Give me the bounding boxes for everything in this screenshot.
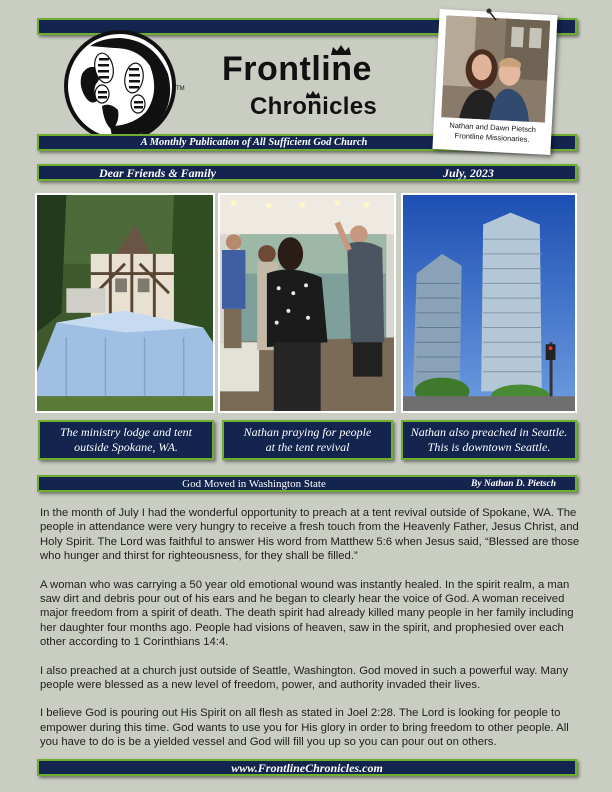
polaroid-caption-line: Nathan and Dawn Pietsch bbox=[449, 120, 537, 135]
photo-caption-seattle bbox=[401, 420, 577, 460]
issue-date: July, 2023 bbox=[443, 166, 494, 180]
photo-lodge-tent bbox=[35, 193, 215, 413]
photo-downtown-seattle bbox=[401, 193, 577, 413]
article-paragraph: I also preached at a church just outside of Seattle, Washington. God moved in such a powerful way. Many people were blessed as a new level of freedom, power, and authority invaded their lives. bbox=[40, 664, 569, 692]
trademark-mark: TM bbox=[176, 86, 185, 92]
photo-tent-revival-prayer bbox=[218, 193, 396, 413]
footer-bar bbox=[37, 759, 577, 776]
website-link[interactable]: www.FrontlineChronicles.com bbox=[231, 761, 383, 775]
article-body bbox=[40, 506, 580, 764]
caption-line: at the tent revival bbox=[265, 440, 350, 454]
seattle-image bbox=[403, 195, 575, 411]
caption-line: This is downtown Seattle. bbox=[427, 440, 551, 454]
article-title-bar bbox=[37, 475, 577, 492]
article-title: God Moved in Washington State bbox=[182, 478, 326, 490]
article-paragraph: In the month of July I had the wonderful opportunity to preach at a tent revival outside of Spokane, WA. The people in attendance were very hungry to receive a fresh touch from the Heavenly Father, Jesus Christ, and Holy Spirit. The Lord was faithful to answer His word from Matthew 5:6 when Jesus said, “Blessed are those who hunger and thirst for righteousness, for they shall be filled.” bbox=[40, 507, 580, 563]
greeting-date-bar bbox=[37, 164, 577, 181]
missionaries-polaroid bbox=[432, 9, 557, 155]
missionaries-photo bbox=[441, 15, 550, 122]
article-byline: By Nathan D. Pietsch bbox=[471, 479, 556, 489]
lodge-tent-image bbox=[37, 195, 213, 411]
brand-title-chronicles: Chronicles bbox=[250, 93, 378, 120]
footprints-globe-logo bbox=[62, 26, 182, 144]
brand-title-frontline: Frontline bbox=[222, 50, 372, 88]
photo-caption-lodge bbox=[38, 420, 214, 460]
tagline: A Monthly Publication of All Sufficient God Church bbox=[140, 137, 368, 148]
polaroid-caption bbox=[433, 120, 552, 146]
caption-line: The ministry lodge and tent bbox=[60, 425, 192, 439]
article-paragraph: A woman who was carrying a 50 year old emotional wound was instantly healed. In the spirit realm, a man saw dirt and debris pour out of his ears and he began to clearly hear the voice of God. A woman received major freedom from a spirit of death. The death spirit had already killed many people in her family including her daughter four months ago. People had visions of heaven, saw in the spirit, and prophesied over each other according to 1 Corinthians 14:4. bbox=[40, 578, 574, 649]
photo-caption-prayer bbox=[222, 420, 393, 460]
caption-line: Nathan praying for people bbox=[243, 425, 372, 439]
prayer-image bbox=[220, 195, 394, 411]
polaroid-caption-line: Frontline Missionaries. bbox=[454, 130, 530, 144]
greeting: Dear Friends & Family bbox=[99, 166, 217, 180]
caption-line: outside Spokane, WA. bbox=[74, 440, 178, 454]
article-paragraph: I believe God is pouring out His Spirit on all flesh as stated in Joel 2:28. The Lord is looking for people to empower during this time. God wants to use you for His glory in order to bring freedom to other people. All you have to do is be a yielded vessel and God will fill you up so you can pour out on others. bbox=[40, 707, 569, 749]
pin-icon bbox=[486, 8, 498, 22]
caption-line: Nathan also preached in Seattle. bbox=[410, 425, 568, 439]
